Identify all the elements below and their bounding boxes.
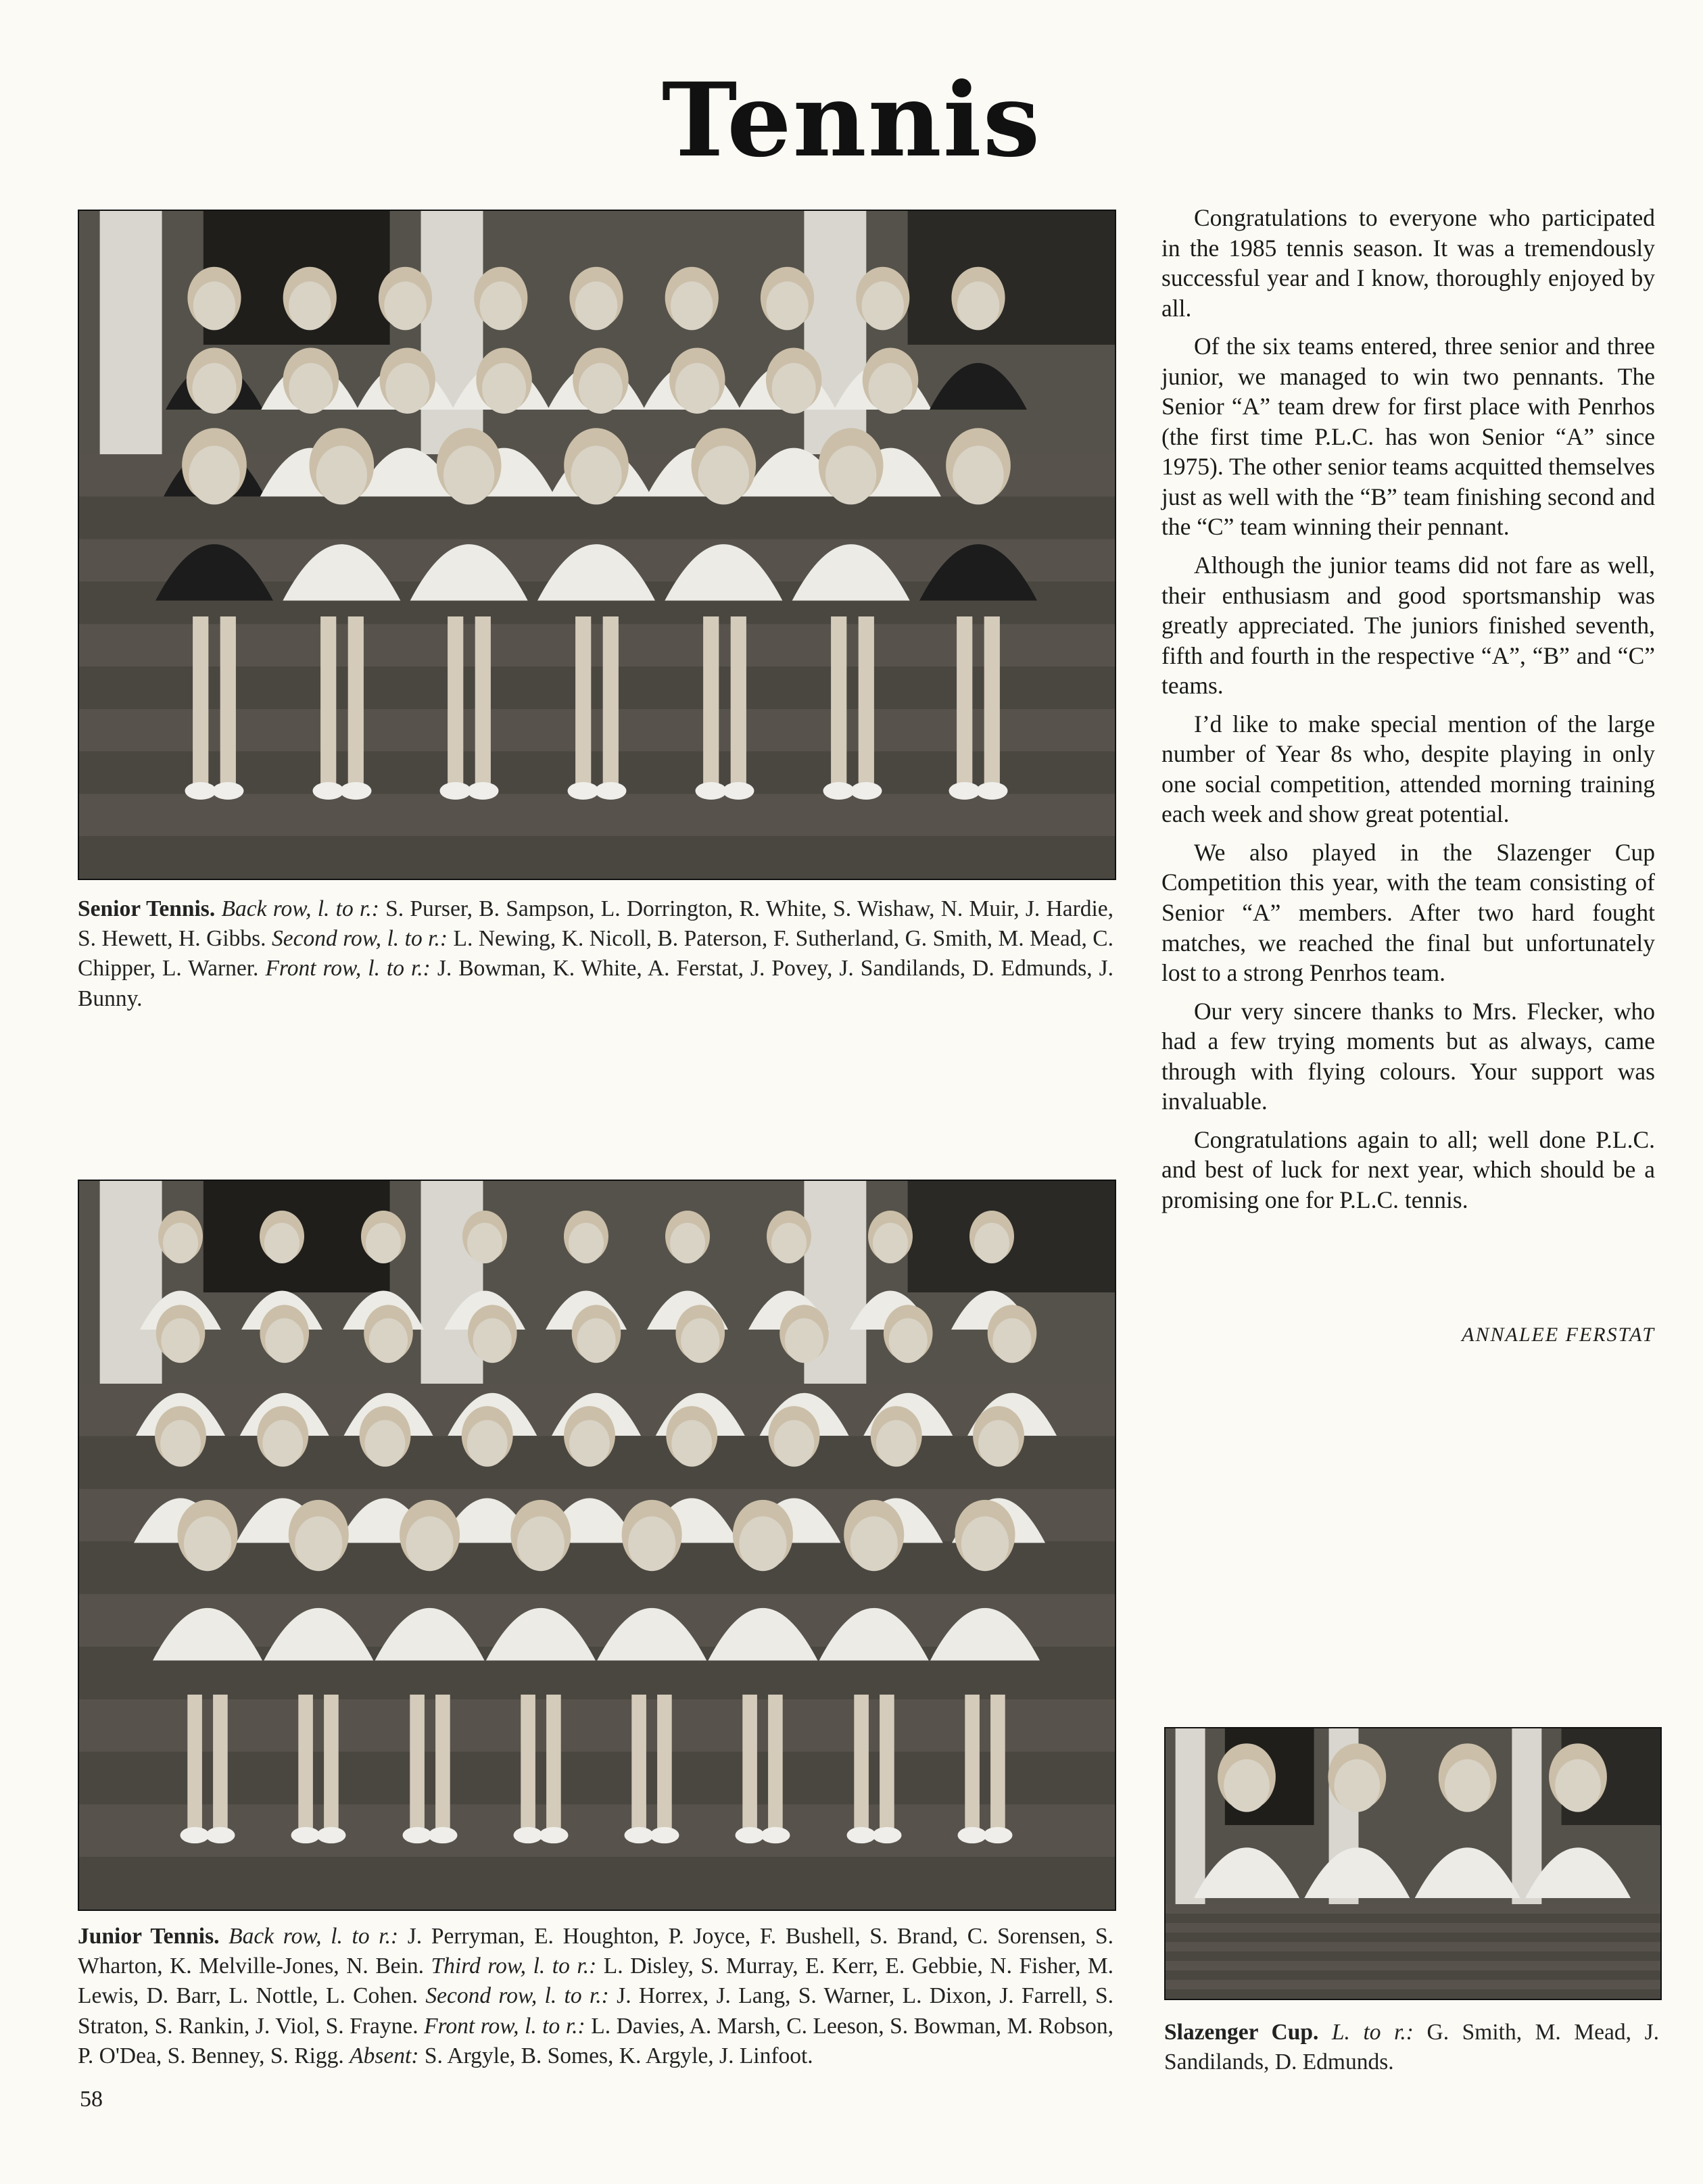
shoe (976, 782, 1007, 800)
caption-names: S. Argyle, B. Somes, K. Argyle, J. Linfoot. (424, 2043, 813, 2068)
shoe (761, 1827, 790, 1843)
caption-label: Slazenger Cup. (1164, 2020, 1319, 2045)
shoe (872, 1827, 901, 1843)
caption-row-label: Third row, l. to r.: (431, 1954, 597, 1979)
shoe (181, 1827, 210, 1843)
shoe (440, 782, 471, 800)
stone-step (1166, 1933, 1660, 1942)
stone-step (79, 1752, 1115, 1805)
shoe (313, 782, 344, 800)
legs (475, 616, 491, 785)
shoe (625, 1827, 654, 1843)
stone-step (79, 1804, 1115, 1857)
legs (731, 616, 746, 785)
legs (657, 1695, 672, 1830)
stone-step (1166, 1914, 1660, 1923)
porch-column (421, 1181, 483, 1384)
shoe (736, 1827, 765, 1843)
article-paragraph: Congratulations again to all; well done P.L.C. and best of luck for next year, which should be a promising one for P.L.C. tennis. (1161, 1125, 1655, 1213)
legs (193, 616, 208, 785)
caption-row-label: Absent: (350, 2043, 419, 2068)
porch-column (1176, 1728, 1205, 1904)
legs (742, 1695, 757, 1830)
legs (348, 616, 364, 785)
senior-photo-caption (78, 894, 1113, 1014)
caption-row-label: Back row, l. to r.: (221, 896, 379, 921)
legs (320, 616, 336, 785)
legs (831, 616, 846, 785)
caption-names: L. Newing, K. Nicoll, B. Paterson, F. Sutherland, G. Smith, M. Mead, C. Chipper, L. Warner. (78, 926, 1114, 981)
stone-step (1166, 1904, 1660, 1914)
stone-step (79, 794, 1115, 836)
caption-row-label: Front row, l. to r.: (265, 956, 431, 981)
slazenger-photo-caption (1164, 2018, 1659, 2077)
caption-names: J. Perryman, E. Houghton, P. Joyce, F. Bushell, S. Brand, C. Sorensen, S. Wharton, K. Melville-Jones, N. Bein. (78, 1924, 1114, 1979)
caption-names: J. Horrex, J. Lang, S. Warner, L. Dixon, J. Farrell, S. Straton, S. Rankin, J. Viol, S. Frayne. (78, 1983, 1114, 2039)
stone-step (1166, 1970, 1660, 1980)
shoe (428, 1827, 457, 1843)
shoe (539, 1827, 568, 1843)
caption-row-label: Back row, l. to r.: (229, 1924, 399, 1949)
shoe (696, 782, 727, 800)
shoe (949, 782, 980, 800)
article-body (1161, 203, 1655, 1223)
caption-row-label: Second row, l. to r.: (272, 926, 448, 952)
shoe (595, 782, 626, 800)
caption-label: Senior Tennis. (78, 896, 216, 921)
porch-column (804, 211, 866, 454)
shoe (316, 1827, 345, 1843)
shoe (850, 782, 882, 800)
legs (990, 1695, 1005, 1830)
stone-step (1166, 1989, 1660, 1999)
page-number: 58 (80, 2087, 103, 2112)
caption-names: L. Davies, A. Marsh, C. Leeson, S. Bowman, M. Robson, P. O'Dea, S. Benney, S. Rigg. (78, 2013, 1114, 2068)
shoe (185, 782, 216, 800)
legs (298, 1695, 313, 1830)
caption-names: J. Bowman, K. White, A. Ferstat, J. Povey, J. Sandilands, D. Edmunds, J. Bunny. (78, 956, 1114, 1011)
porch-column (100, 211, 162, 454)
shoe (467, 782, 498, 800)
legs (187, 1695, 202, 1830)
stone-step (1166, 1951, 1660, 1961)
legs (768, 1695, 783, 1830)
caption-row-label: L. to r.: (1331, 2020, 1414, 2045)
legs (435, 1695, 450, 1830)
legs (213, 1695, 228, 1830)
legs (575, 616, 591, 785)
legs (703, 616, 719, 785)
caption-names: L. Disley, S. Murray, E. Kerr, E. Gebbie, N. Fisher, M. Lewis, D. Barr, L. Nottle, L. Cohen. (78, 1954, 1114, 2009)
window (908, 211, 1115, 345)
legs (324, 1695, 339, 1830)
junior-photo-caption (78, 1922, 1113, 2071)
legs (521, 1695, 535, 1830)
legs (546, 1695, 561, 1830)
junior-team-photo (78, 1180, 1116, 1911)
article-paragraph: Although the junior teams did not fare as well, their enthusiasm and good sportsmanship was greatly appreciated. The juniors finished seventh, fifth and fourth in the respective “A”, “B” and “C” teams. (1161, 552, 1655, 700)
shoe (340, 782, 371, 800)
shoe (403, 1827, 432, 1843)
shoe (291, 1827, 320, 1843)
shoe (568, 782, 599, 800)
caption-names: G. Smith, M. Mead, J. Sandilands, D. Edmunds. (1164, 2020, 1659, 2075)
stone-step (1166, 1980, 1660, 1989)
caption-label: Junior Tennis. (78, 1924, 220, 1949)
article-paragraph: Congratulations to everyone who participated in the 1985 tennis season. It was a tremendously successful year and I know, thoroughly enjoyed by all. (1161, 204, 1655, 322)
shoe (650, 1827, 679, 1843)
shoe (514, 1827, 543, 1843)
caption-row-label: Second row, l. to r.: (425, 1983, 609, 2009)
legs (880, 1695, 894, 1830)
legs (854, 1695, 869, 1830)
article-paragraph: We also played in the Slazenger Cup Competition this year, with the team consisting of Senior “A” members. After two hard fought matches, we reached the final but unfortunately lost to a strong Penrhos team. (1161, 838, 1655, 987)
legs (957, 616, 972, 785)
shoe (958, 1827, 987, 1843)
page-title: Tennis (661, 61, 1042, 180)
porch-column (421, 211, 483, 454)
legs (448, 616, 463, 785)
legs (220, 616, 236, 785)
porch-column (100, 1181, 162, 1384)
legs (965, 1695, 980, 1830)
shoe (847, 1827, 876, 1843)
article-paragraph: Of the six teams entered, three senior and three junior, we managed to win two pennants. The Senior “A” team drew for first place with Penrhos (the first time P.L.C. has won Senior “A” since 1975). The other senior teams acquitted themselves just as well with the “B” team finishing second and the “C” team winning their pennant. (1161, 333, 1655, 541)
shoe (983, 1827, 1012, 1843)
senior-team-photo (78, 210, 1116, 880)
legs (631, 1695, 646, 1830)
stone-step (79, 836, 1115, 879)
article-paragraph: Our very sincere thanks to Mrs. Flecker, who had a few trying moments but as always, came through with flying colours. Your support was invaluable. (1161, 997, 1655, 1115)
shoe (823, 782, 855, 800)
slazenger-cup-photo (1164, 1727, 1662, 2000)
legs (410, 1695, 425, 1830)
legs (984, 616, 1000, 785)
stone-step (79, 1857, 1115, 1910)
article-paragraph: I’d like to make special mention of the large number of Year 8s who, despite playing in only one social competition, attended morning training each week and show great potential. (1161, 710, 1655, 828)
caption-row-label: Front row, l. to r.: (424, 2013, 585, 2039)
shoe (723, 782, 754, 800)
stone-step (1166, 1942, 1660, 1951)
shoe (212, 782, 243, 800)
stone-step (1166, 1961, 1660, 1970)
stone-step (79, 1699, 1115, 1752)
caption-names: S. Purser, B. Sampson, L. Dorrington, R. White, S. Wishaw, N. Muir, J. Hardie, S. Hewett, H. Gibbs. (78, 896, 1114, 952)
legs (859, 616, 874, 785)
article-author: ANNALEE FERSTAT (1462, 1324, 1655, 1346)
legs (603, 616, 619, 785)
shoe (206, 1827, 235, 1843)
stone-step (1166, 1923, 1660, 1933)
